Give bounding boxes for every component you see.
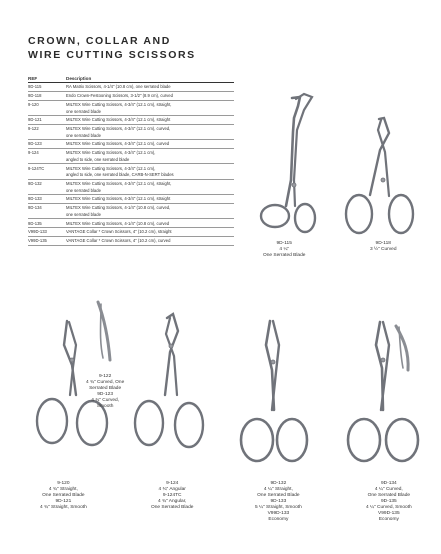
caption-ref: 9D-132	[270, 481, 287, 486]
caption-9d-134	[366, 481, 412, 523]
caption-ref: 9-124	[166, 481, 179, 486]
scissors-9-122-blade-detail	[98, 302, 110, 360]
row-ref: 9-120	[28, 101, 39, 107]
caption-ref: 9D-123	[97, 392, 113, 397]
header-description: Description	[66, 76, 92, 81]
caption-size: 3 ½" Curved	[370, 247, 397, 252]
row-description: angled to side, one serrated blade	[66, 156, 130, 162]
caption-line: Economy	[378, 517, 399, 522]
title-line-1: CROWN, COLLAR AND	[28, 35, 171, 47]
scissors-9d-132-image	[241, 321, 307, 461]
caption-ref: 9-120	[57, 481, 70, 486]
caption-line: 5 ¼" Straight, Smooth	[255, 505, 302, 510]
caption-line: One Serrated Blade	[367, 493, 411, 498]
caption-ref: 9-122	[98, 374, 112, 379]
row-ref: 9D-135	[28, 220, 42, 226]
caption-9d-118	[370, 241, 397, 253]
row-description: MILTEX Wire Cutting Scissors, 4-3/4" (12.1 cm), straight,	[66, 101, 172, 107]
caption-note: One Serrated Blade	[263, 253, 306, 258]
row-ref: 9D-123	[28, 141, 42, 147]
caption-line: 4 ¾" Angular	[158, 487, 186, 492]
caption-ref: V99D-133	[267, 511, 290, 516]
caption-ref: 9D-118	[375, 241, 391, 246]
row-description: MILTEX Wire Cutting Scissors, 4-3/4" (12.1 cm), curved,	[66, 126, 171, 132]
caption-line: 4 ¾" Curved,	[91, 398, 120, 403]
scissors-9d-134-image	[348, 322, 418, 461]
caption-line: One Serrated Blade	[42, 493, 85, 498]
row-description: MILTEX Wire Cutting Scissors, 4-1/4" (10.8 cm), curved,	[66, 205, 171, 211]
row-description: MILTEX Wire Cutting Scissors, 4-3/4" (12.1 cm), straight,	[66, 181, 172, 187]
caption-line: Smooth	[96, 404, 114, 409]
row-description: RA Matrix Scissors, 4-1/4" (10.8 cm), one serrated blade	[66, 84, 171, 90]
scissors-9-124-image	[135, 314, 203, 447]
row-description: MILTEX Wire Cutting Scissors, 4-1/4" (10.8 cm), curved	[66, 220, 170, 226]
caption-ref: 9-124TC	[162, 493, 182, 498]
caption-ref: 9D-134	[380, 481, 397, 486]
caption-ref: 9D-135	[380, 499, 397, 504]
caption-ref: 9D-133	[270, 499, 287, 504]
row-ref: 9D-121	[28, 117, 42, 123]
caption-line: 4 ¾" Straight,	[48, 487, 78, 492]
row-ref: 9D-133	[28, 196, 42, 202]
row-ref: V99D-133	[28, 229, 47, 235]
row-description: MILTEX Wire Cutting Scissors, 4-3/4" (12.1 cm), straight	[66, 117, 171, 123]
caption-ref: 9D-121	[55, 499, 72, 504]
caption-line: 4 ¼" Straight,	[263, 487, 293, 492]
caption-line: 4 ¾" Straight, Smooth	[40, 505, 87, 510]
row-description: one serrated blade	[66, 211, 101, 217]
row-ref: 9-124	[28, 150, 39, 156]
caption-9-122	[86, 374, 124, 410]
row-description: MILTEX Wire Cutting Scissors, 4-3/4" (12.1 cm),	[66, 150, 156, 156]
caption-ref: 9D-115	[276, 241, 292, 246]
caption-line: 4 ¼" Curved,	[374, 487, 403, 492]
caption-9-124	[151, 481, 193, 511]
scissors-9d-118-image	[346, 118, 413, 233]
row-description: MILTEX Wire Cutting Scissors, 4-3/4" (12.1 cm), straight	[66, 196, 171, 202]
row-ref: V99D-135	[28, 238, 47, 244]
caption-line: Serrated Blade	[89, 386, 122, 391]
row-description: MILTEX Wire Cutting Scissors, 4-3/4" (12.1 cm),	[66, 165, 156, 171]
row-ref: 9-122	[28, 126, 39, 132]
caption-9-120	[40, 481, 87, 511]
scissors-9d-134-blade-detail	[396, 326, 408, 370]
row-ref: 9-124TC	[28, 165, 45, 171]
caption-line: 4 ¾" Curved, One	[86, 380, 125, 385]
row-description: one serrated blade	[66, 132, 101, 138]
row-description: one serrated blade	[66, 108, 101, 114]
caption-line: One Serrated Blade	[257, 493, 300, 498]
row-ref: 9D-134	[28, 205, 42, 211]
caption-ref: V99D-135	[378, 511, 400, 516]
row-ref: 9D-132	[28, 181, 42, 187]
title-line-2: WIRE CUTTING SCISSORS	[28, 49, 196, 61]
caption-line: One Serrated Blade	[151, 505, 194, 510]
caption-size: 4 ¼"	[279, 247, 290, 252]
caption-line: 4 ¼" Curved, Smooth	[366, 505, 412, 510]
row-description: angled to side, one serrated blade, CARB-N-SERT blades	[66, 172, 174, 178]
header-ref: REF	[28, 76, 38, 81]
row-description: MILTEX Wire Cutting Scissors, 4-3/4" (12.1 cm), curved	[66, 141, 170, 147]
row-description: Endo Crown-Festooning Scissors, 3-1/2" (8.9 cm), curved	[66, 93, 173, 99]
scissors-9d-115-image	[261, 94, 315, 232]
row-description: one serrated blade	[66, 187, 101, 193]
row-description: VANTAGE Collar * Crown Scissors, 4" (10.2 cm), straight	[66, 229, 172, 235]
caption-line: Economy	[268, 517, 289, 522]
row-description: VANTAGE Collar * Crown Scissors, 4" (10.2 cm), curved	[66, 238, 171, 244]
row-ref: 9D-115	[28, 84, 42, 90]
row-ref: 9D-118	[28, 93, 42, 99]
caption-line: 4 ¾" Angular,	[158, 499, 187, 504]
caption-9d-132	[255, 481, 302, 523]
caption-9d-115	[263, 241, 305, 259]
